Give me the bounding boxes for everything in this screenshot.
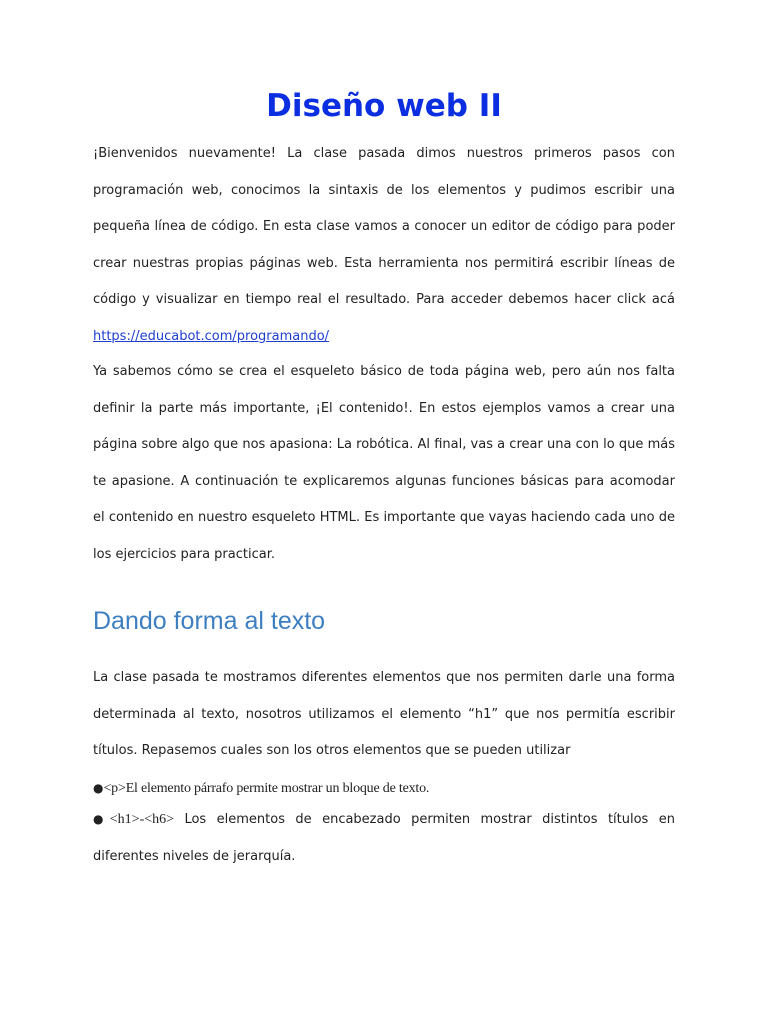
list-item: [93, 801, 675, 875]
code-snippet: <h1>-<h6>: [109, 812, 175, 827]
section-heading: Dando forma al texto: [93, 607, 326, 635]
bullet-icon: ●: [93, 781, 104, 795]
list-item-text: El elemento párrafo permite mostrar un bloque de texto.: [125, 781, 430, 796]
list-item-text: Los elementos de encabezado permiten mostrar distintos títulos en diferentes niveles de jerarquía.: [93, 812, 675, 864]
programando-link[interactable]: https://educabot.com/programando/: [93, 328, 330, 344]
elements-paragraph: La clase pasada te mostramos diferentes elementos que nos permiten darle una forma determinada al texto, nosotros utilizamos el elemento “h1” que nos permitía escribir títulos. Repasemos cuales son los otros elementos que se pueden utilizar: [93, 670, 675, 758]
page-title: Diseño web II: [266, 88, 502, 124]
intro-text: ¡Bienvenidos nuevamente! La clase pasada dimos nuestros primeros pasos con programación web, conocimos la sintaxis de los elementos y pudimos escribir una pequeña línea de código. En esta clase vamos a conocer un editor de código para poder crear nuestras propias páginas web. Esta herramienta nos permitirá escribir líneas de código y visualizar en tiempo real el resultado. Para acceder debemos hacer click acá: [93, 146, 675, 307]
intro-paragraph: [93, 136, 675, 355]
code-snippet: <p>: [103, 781, 126, 796]
bullet-icon: ●: [93, 812, 110, 826]
content-paragraph: Ya sabemos cómo se crea el esqueleto básico de toda página web, pero aún nos falta definir la parte más importante, ¡El contenido!. En estos ejemplos vamos a crear una página sobre algo que nos apasiona: La robótica. Al final, vas a crear una con lo que más te apasione. A continuación te explicaremos algunas funciones básicas para acomodar el contenido en nuestro esqueleto HTML. Es importante que vayas haciendo cada uno de los ejercicios para practicar.: [93, 364, 675, 562]
